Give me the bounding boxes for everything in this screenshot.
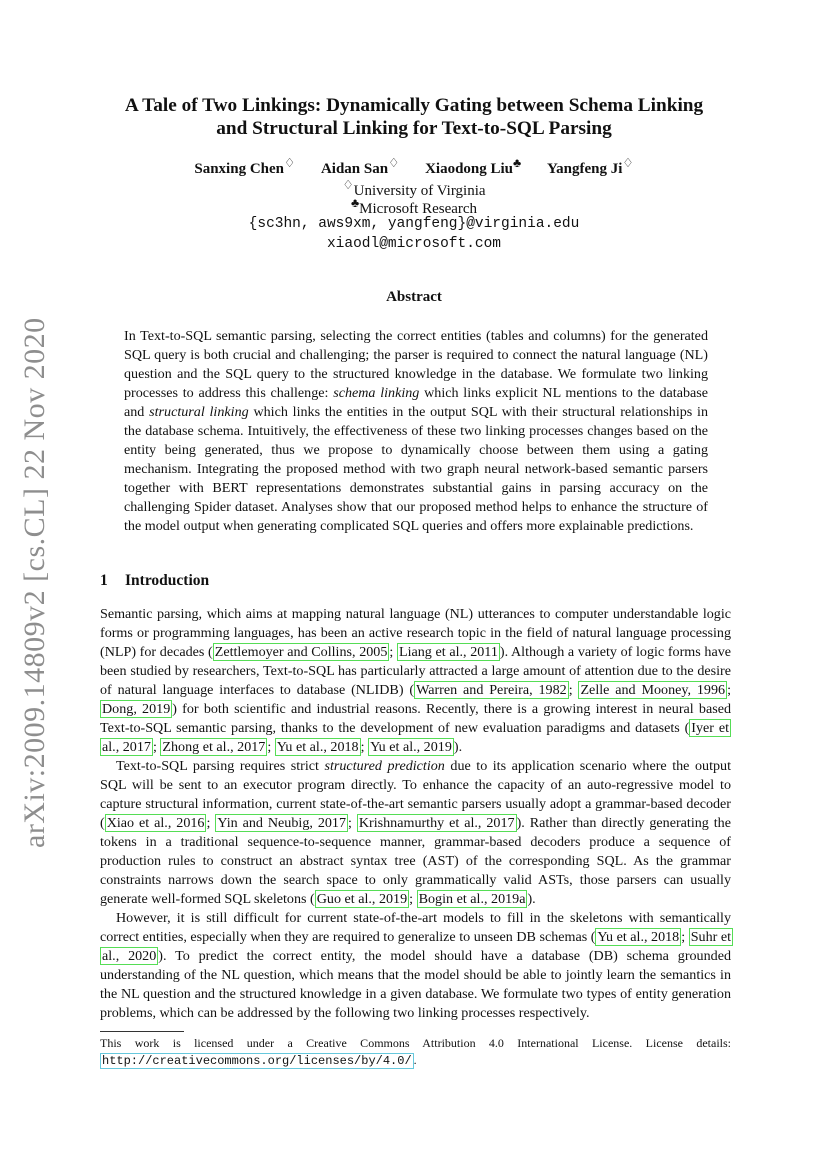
abstract-heading: Abstract bbox=[386, 289, 442, 305]
author-2 bbox=[320, 156, 400, 177]
author-name: Aidan San bbox=[320, 161, 389, 177]
affiliation-mark: ♢ bbox=[342, 178, 354, 192]
affiliation-name: University of Virginia bbox=[353, 183, 486, 199]
title-line-2: and Structural Linking for Text-to-SQL Parsing bbox=[216, 118, 612, 139]
author-1 bbox=[194, 156, 296, 177]
text-run: which links the entities in the output SQL with their structural relationships in the database schema. Intuitively, the effectiveness of these two linking processes changes based on the entity being generated, thus we propose to dynamically choose between them using a gating mechanism. Integrating the proposed method with two graph neural network-based semantic parsers together with BERT representations demonstrates substantial gains in parsing accuracy on the challenging Spider dataset. Analyses show that our proposed method helps to enhance the structure of the model output when generating complicated SQL queries and offers more explainable predictions. bbox=[124, 404, 709, 534]
citation-link[interactable]: Zettlemoyer and Collins, 2005 bbox=[214, 644, 388, 660]
citation-link[interactable]: Yu et al., 2019 bbox=[370, 739, 452, 755]
text-run: In Text-to-SQL semantic parsing, selecting the correct entities (tables and columns) for the generated SQL query is both crucial and challenging; the parser is required to connect the natural language (NL) question and the SQL query to the structured knowledge in the database. We formulate two linking processes to address this challenge: bbox=[124, 328, 708, 401]
email-line-1: {sc3hn, aws9xm, yangfeng}@virginia.edu bbox=[248, 216, 580, 232]
emphasis: structured prediction bbox=[324, 758, 445, 774]
citation-link[interactable]: Dong, 2019 bbox=[102, 701, 171, 717]
text-run: ). Rather than directly generating the tokens in a traditional sequence-to-sequence manner, grammar-based decoders produce a sequence of production rules to construct an abstract syntax tree (AST) of the corresponding SQL. As the grammar constraints narrows down the search space to only grammatically valid ASTs, those parsers can usually generate well-formed SQL skeletons ( bbox=[100, 815, 731, 907]
paragraph-1: Semantic parsing, which aims at mapping natural language (NL) utterances to computer understandable logic forms or programming languages, has been an active research topic in the field of natural language processing (NLP) for decades ( Zettlemoyer and Collins, 2005 ; Liang et al., 2011 ). Although a variety of logic forms have been studied by researchers, Text-to-SQL has particularly attracted a large amount of attention due to the desire of natural language interfaces to database (NLIDB) ( Warren and Pereira, 1982 ; Zelle and Mooney, 1996 ; Dong, 2019 ) for both scientific and industrial reasons. Recently, there is a growing interest in neural based Text-to-SQL semantic parsing, thanks to the development of new evaluation paradigms and datasets ( Iyer et al., 2017 ; Zhong et al., 2017 ; Yu et al., 2018 ; Yu et al., 2019 ). bbox=[100, 606, 732, 755]
affiliation-mark: ♢ bbox=[388, 156, 400, 170]
citation-link[interactable]: Yu et al., 2018 bbox=[597, 929, 680, 945]
affiliation-2 bbox=[100, 196, 728, 218]
text-run: ). To predict the correct entity, the model should have a database (DB) schema grounded understanding of the NL question, which means that the model should be able to jointly learn the semantics in the NL question and the structured knowledge in a given database. We formulate two types of entity generation problems, which can be addressed by the following two linking processes respectively. bbox=[100, 948, 732, 1021]
emphasis: schema linking bbox=[333, 385, 420, 401]
citation-link[interactable]: Yu et al., 2018 bbox=[276, 739, 359, 755]
section-number: 1 bbox=[100, 572, 108, 589]
footnote-divider bbox=[100, 1031, 184, 1032]
affiliation-mark: ♣ bbox=[513, 156, 522, 170]
text-run: Semantic parsing, which aims at mapping natural language (NL) utterances to computer understandable logic forms or programming languages, has been an active research topic in the field of natural language processing (NLP) for decades ( bbox=[100, 606, 731, 660]
author-name: Yangfeng Ji bbox=[546, 161, 623, 177]
affiliation-mark: ♣ bbox=[350, 196, 360, 210]
author-4 bbox=[546, 156, 634, 177]
introduction-body bbox=[100, 605, 731, 1023]
footnote bbox=[100, 1035, 731, 1070]
paper-title bbox=[100, 94, 728, 140]
citation-link[interactable]: Guo et al., 2019 bbox=[316, 891, 408, 907]
license-url-link[interactable]: http://creativecommons.org/licenses/by/4.0/ bbox=[102, 1054, 412, 1068]
text-run: ). bbox=[527, 891, 536, 907]
text-run: However, it is still difficult for current state-of-the-art models to fill in the skeletons with semantically correct entities, especially when they are required to generalize to unseen DB schemas ( bbox=[100, 910, 731, 945]
text-run: which links explicit NL mentions to the database and bbox=[124, 385, 708, 420]
citation-link[interactable]: Krishnamurthy et al., 2017 bbox=[358, 815, 515, 831]
citation-link[interactable]: Zelle and Mooney, 1996 bbox=[580, 682, 726, 698]
citation-link[interactable]: Warren and Pereira, 1982 bbox=[416, 682, 567, 698]
citation-link[interactable]: Iyer et al., 2017 bbox=[102, 720, 729, 755]
footnote-tail: . bbox=[413, 1053, 417, 1067]
citation-link[interactable]: Xiao et al., 2016 bbox=[106, 815, 205, 831]
abstract-text bbox=[124, 327, 708, 536]
citation-link[interactable]: Zhong et al., 2017 bbox=[162, 739, 266, 755]
author-name: Sanxing Chen bbox=[194, 161, 284, 177]
title-line-1: A Tale of Two Linkings: Dynamically Gating between Schema Linking bbox=[124, 95, 704, 116]
author-list bbox=[100, 155, 728, 178]
text-run: ) for both scientific and industrial reasons. Recently, there is a growing interest in neural based Text-to-SQL semantic parsing, thanks to the development of new evaluation paradigms and datasets ( bbox=[100, 701, 731, 736]
arxiv-identifier: arXiv:2009.14809v2 [cs.CL] 22 Nov 2020 bbox=[18, 317, 51, 848]
text-run: Text-to-SQL parsing requires strict bbox=[116, 758, 325, 774]
emphasis: structural linking bbox=[149, 404, 249, 420]
affiliation-name: Microsoft Research bbox=[359, 201, 478, 217]
paragraph-2: Text-to-SQL parsing requires strict structured prediction due to its application scenario where the output SQL will be sent to an executor program directly. To enhance the capacity of an auto-regressive model to capture structural information, current state-of-the-art semantic parsers usually adopt a grammar-based decoder ( Xiao et al., 2016 ; Yin and Neubig, 2017 ; Krishnamurthy et al., 2017 ). Rather than directly generating the tokens in a traditional sequence-to-sequence manner, grammar-based decoders produce a sequence of production rules to construct an abstract syntax tree (AST) of the corresponding SQL. As the grammar constraints narrows down the search space to only grammatically valid ASTs, those parsers can usually generate well-formed SQL skeletons ( Guo et al., 2019 ; Bogin et al., 2019a ). bbox=[100, 758, 731, 907]
affiliation-mark: ♢ bbox=[622, 156, 634, 170]
section-title: Introduction bbox=[125, 572, 210, 589]
text-run: ). bbox=[453, 739, 463, 755]
citation-link[interactable]: Liang et al., 2011 bbox=[398, 644, 498, 660]
citation-link[interactable]: Yin and Neubig, 2017 bbox=[217, 815, 347, 831]
text-run: ). Although a variety of logic forms have been studied by researchers, Text-to-SQL has particularly attracted a large amount of attention due to the desire of natural language interfaces to database (NLIDB) ( bbox=[100, 644, 732, 698]
paragraph-3: However, it is still difficult for current state-of-the-art models to fill in the skeletons with semantically correct entities, especially when they are required to generalize to unseen DB schemas ( Yu et al., 2018 ; Suhr et al., 2020 ). To predict the correct entity, the model should have a database (DB) schema grounded understanding of the NL question, which means that the model should be able to jointly learn the semantics in the NL question and the structured knowledge in a given database. We formulate two types of entity generation problems, which can be addressed by the following two linking processes respectively. bbox=[100, 910, 732, 1021]
email-line-2: xiaodl@microsoft.com bbox=[326, 236, 502, 252]
citation-link[interactable]: Suhr et al., 2020 bbox=[102, 929, 732, 964]
author-name: Xiaodong Liu bbox=[425, 161, 514, 177]
citation-link[interactable]: Bogin et al., 2019a bbox=[418, 891, 526, 907]
text-run: due to its application scenario where the output SQL will be sent to an executor program directly. To enhance the capacity of an auto-regressive model to capture structural information, current state-of-the-art semantic parsers usually adopt a grammar-based decoder ( bbox=[100, 758, 731, 831]
footnote-text: This work is licensed under a Creative Commons Attribution 4.0 International License. License details: bbox=[100, 1036, 731, 1050]
affiliation-mark: ♢ bbox=[284, 156, 296, 170]
author-3 bbox=[425, 156, 522, 177]
section-heading bbox=[100, 572, 209, 590]
